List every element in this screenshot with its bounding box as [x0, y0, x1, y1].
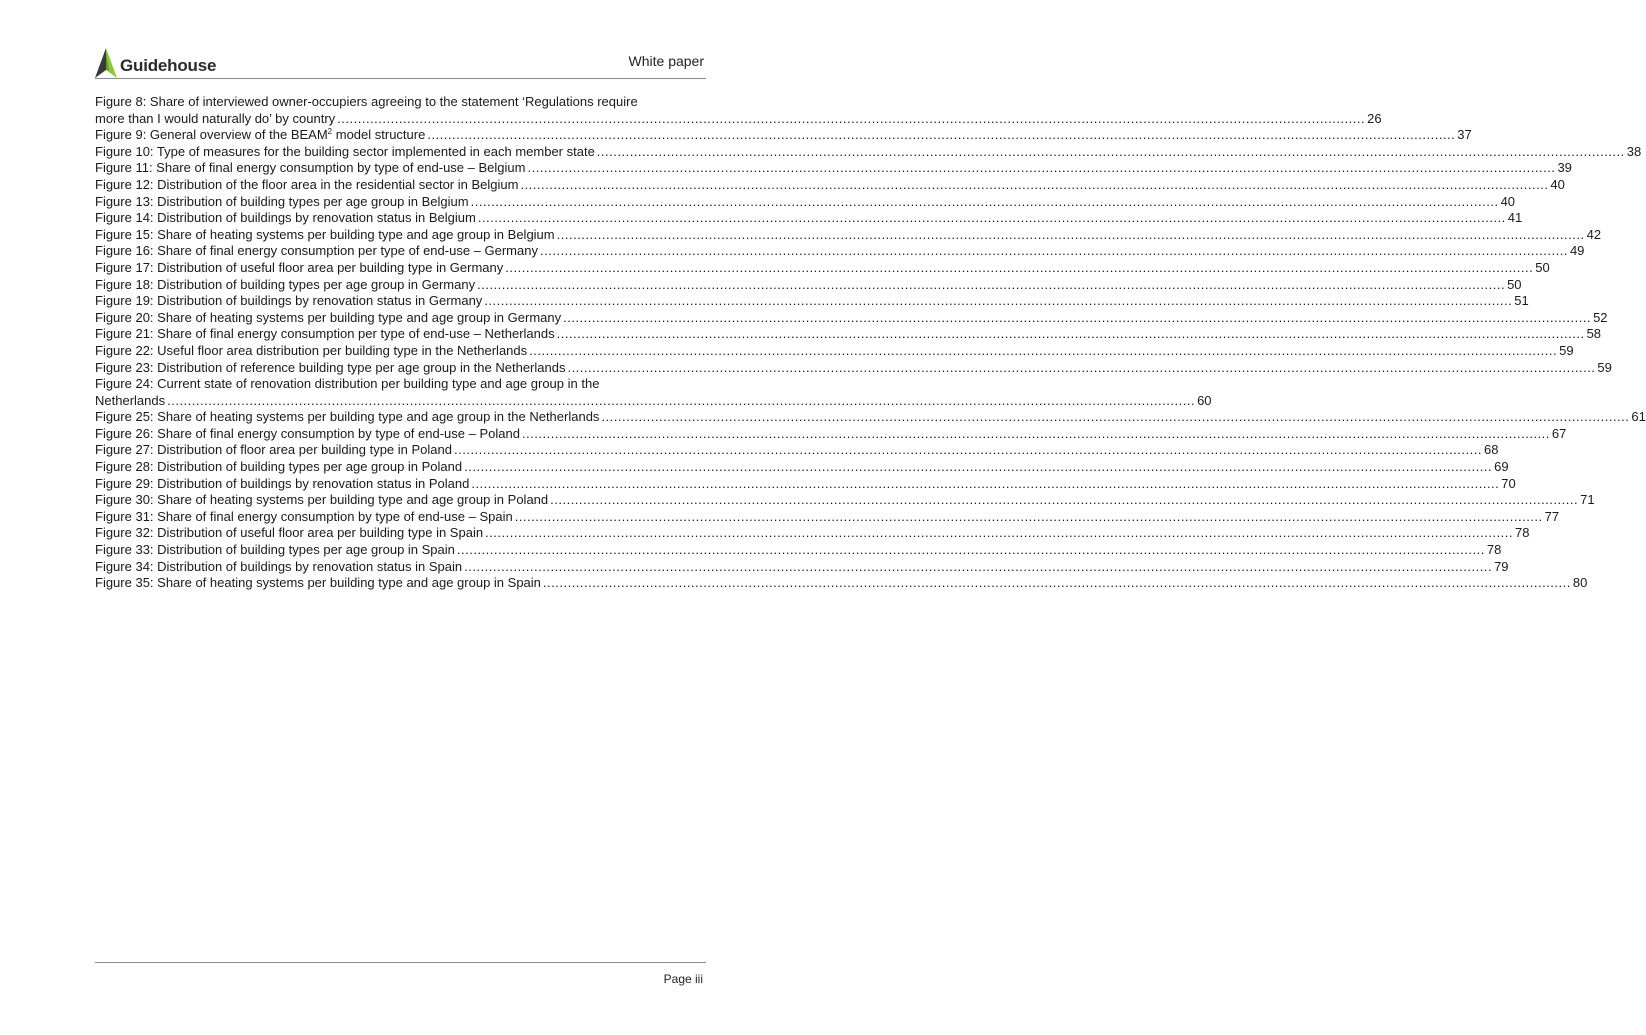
dot-leader — [527, 160, 1555, 177]
toc-entry[interactable] — [95, 226, 1602, 244]
toc-page-number: 38 — [1626, 143, 1642, 159]
toc-entry[interactable] — [95, 243, 1585, 260]
toc-entry-title: Figure 14: Distribution of buildings by renovation status in Belgium — [95, 210, 476, 226]
toc-entry[interactable] — [95, 94, 1382, 127]
toc-entry-title: more than I would naturally do’ by country — [95, 110, 336, 126]
toc-entry[interactable] — [95, 359, 1612, 377]
dot-leader — [515, 509, 1543, 526]
toc-entry-line — [95, 392, 1212, 410]
toc-entry-line — [95, 442, 1499, 459]
toc-entry-line — [95, 425, 1567, 443]
toc-entry-line — [95, 492, 1595, 509]
page-header — [95, 44, 706, 78]
header-divider — [95, 78, 706, 79]
dot-leader — [477, 277, 1505, 294]
toc-entry-line — [95, 575, 1588, 592]
toc-entry[interactable] — [95, 127, 1472, 144]
toc-entry-title-part: model structure — [332, 127, 426, 143]
dot-leader — [484, 293, 1512, 310]
toc-entry-title: Figure 27: Distribution of floor area per building type in Poland — [95, 442, 452, 458]
toc-entry[interactable] — [95, 525, 1530, 542]
toc-entry-title-first-line: Figure 24: Current state of renovation distribution per building type and age group in the — [95, 376, 600, 392]
dot-leader — [597, 144, 1625, 161]
toc-page-number: 37 — [1457, 127, 1472, 143]
toc-page-number: 60 — [1197, 392, 1212, 408]
toc-entry-title: Figure 15: Share of heating systems per building type and age group in Belgium — [95, 226, 555, 242]
toc-page-number: 40 — [1550, 176, 1565, 192]
toc-entry-title: Figure 18: Distribution of building types per age group in Germany — [95, 276, 476, 292]
toc-entry[interactable] — [95, 293, 1529, 310]
toc-entry-title-first-line: Figure 8: Share of interviewed owner-occupiers agreeing to the statement ‘Regulations require — [95, 94, 638, 109]
dot-leader — [464, 459, 1492, 476]
toc-page-number: 50 — [1507, 276, 1522, 292]
superscript: 2 — [327, 127, 333, 137]
dot-leader — [167, 393, 1195, 410]
dot-leader — [540, 243, 1568, 260]
toc-entry-line — [95, 243, 1585, 260]
toc-entry[interactable] — [95, 492, 1595, 509]
toc-entry-title: Figure 23: Distribution of reference building type per age group in the Netherlands — [95, 359, 566, 375]
toc-entry-line — [95, 160, 1572, 177]
dot-leader — [520, 177, 1548, 194]
toc-entry-title: Figure 29: Distribution of buildings by renovation status in Poland — [95, 475, 470, 491]
toc-entry-title: Figure 30: Share of heating systems per building type and age group in Poland — [95, 492, 549, 508]
toc-entry-title-part: Figure 9: General overview of the BEAM — [95, 127, 328, 143]
dot-leader — [505, 260, 1533, 277]
toc-entry-line — [95, 276, 1522, 294]
dot-leader — [543, 575, 1571, 592]
toc-entry-title: Figure 13: Distribution of building types per age group in Belgium — [95, 193, 469, 209]
dot-leader — [522, 426, 1550, 443]
toc-entry-title: Figure 33: Distribution of building types per age group in Spain — [95, 542, 455, 558]
toc-page-number: 39 — [1557, 160, 1572, 176]
dot-leader — [557, 326, 1585, 343]
toc-entry-line — [95, 193, 1516, 211]
toc-entry-line — [95, 110, 1382, 128]
toc-entry-title: Netherlands — [95, 392, 166, 408]
toc-entry[interactable] — [95, 143, 1642, 161]
dot-leader — [529, 343, 1557, 360]
toc-entry-line — [95, 259, 1550, 277]
toc-page-number: 80 — [1572, 575, 1588, 591]
dot-leader — [471, 194, 1499, 211]
toc-entry-line — [95, 342, 1574, 360]
toc-entry[interactable] — [95, 376, 1212, 409]
dot-leader — [601, 409, 1629, 426]
toc-entry[interactable] — [95, 276, 1522, 294]
document-type-label: White paper — [628, 53, 704, 69]
toc-entry[interactable] — [95, 442, 1499, 459]
toc-entry-line — [95, 210, 1523, 227]
toc-page-number: 77 — [1544, 508, 1560, 524]
toc-entry-line — [95, 176, 1565, 194]
toc-entry-title: Figure 16: Share of final energy consumption per type of end-use – Germany — [95, 243, 538, 259]
toc-entry-title: Figure 34: Distribution of buildings by renovation status in Spain — [95, 558, 463, 574]
toc-page-number: 41 — [1507, 210, 1523, 226]
table-of-figures — [95, 94, 1646, 592]
toc-entry[interactable] — [95, 326, 1602, 343]
logo-wordmark: Guidehouse — [120, 56, 217, 75]
toc-entry[interactable] — [95, 342, 1574, 360]
toc-entry-line — [95, 409, 1646, 426]
toc-entry[interactable] — [95, 409, 1646, 426]
footer-divider — [95, 962, 706, 963]
toc-entry-title: Figure 20: Share of heating systems per building type and age group in Germany — [95, 309, 562, 325]
toc-entry[interactable] — [95, 176, 1565, 194]
toc-entry-title — [95, 127, 425, 144]
toc-entry-title: Figure 12: Distribution of the floor area in the residential sector in Belgium — [95, 176, 519, 192]
dot-leader — [485, 525, 1513, 542]
toc-entry[interactable] — [95, 425, 1567, 443]
toc-entry-title: Figure 19: Distribution of buildings by renovation status in Germany — [95, 293, 483, 309]
toc-entry-line — [95, 558, 1509, 576]
toc-entry-title: Figure 11: Share of final energy consumption by type of end-use – Belgium — [95, 160, 526, 176]
dot-leader — [471, 476, 1499, 493]
toc-entry[interactable] — [95, 508, 1560, 526]
toc-entry[interactable] — [95, 542, 1502, 559]
toc-entry[interactable] — [95, 160, 1572, 177]
toc-entry-line — [95, 293, 1529, 310]
toc-entry-line — [95, 143, 1642, 161]
dot-leader — [550, 492, 1578, 509]
toc-entry-title: Figure 17: Distribution of useful floor area per building type in Germany — [95, 259, 504, 275]
toc-entry-title: Figure 10: Type of measures for the building sector implemented in each member state — [95, 143, 595, 159]
toc-page-number: 51 — [1514, 293, 1529, 309]
toc-page-number: 69 — [1494, 459, 1509, 475]
toc-entry[interactable] — [95, 309, 1608, 327]
toc-page-number: 59 — [1597, 359, 1612, 375]
toc-entry-line — [95, 359, 1612, 377]
toc-page-number: 71 — [1580, 492, 1595, 508]
toc-page-number: 52 — [1593, 309, 1608, 325]
toc-entry-line — [95, 326, 1602, 343]
page-number: Page iii — [663, 972, 703, 986]
dot-leader — [478, 210, 1506, 227]
toc-entry-title: Figure 22: Useful floor area distribution per building type in the Netherlands — [95, 342, 528, 358]
toc-page-number: 58 — [1586, 326, 1602, 342]
toc-page-number: 59 — [1559, 342, 1574, 358]
toc-entry-line — [95, 226, 1602, 244]
dot-leader — [427, 127, 1455, 144]
toc-entry[interactable] — [95, 210, 1523, 227]
guidehouse-logo-icon — [95, 48, 117, 78]
toc-entry-line — [95, 525, 1530, 542]
toc-entry-line — [95, 475, 1516, 493]
toc-entry-title: Figure 35: Share of heating systems per building type and age group in Spain — [95, 575, 541, 591]
toc-page-number: 42 — [1586, 226, 1602, 242]
toc-entry[interactable] — [95, 259, 1550, 277]
toc-page-number: 26 — [1367, 110, 1382, 126]
toc-entry-line — [95, 508, 1560, 526]
toc-entry-title: Figure 32: Distribution of useful floor area per building type in Spain — [95, 525, 484, 541]
toc-page-number: 40 — [1500, 193, 1516, 209]
guidehouse-logo — [95, 48, 216, 78]
toc-entry[interactable] — [95, 475, 1516, 493]
toc-page-number: 67 — [1551, 425, 1567, 441]
toc-page-number: 70 — [1501, 475, 1516, 491]
toc-entry[interactable] — [95, 558, 1509, 576]
toc-entry-title: Figure 25: Share of heating systems per building type and age group in the Netherlands — [95, 409, 600, 425]
toc-page-number: 78 — [1515, 525, 1530, 541]
dot-leader — [457, 542, 1485, 559]
toc-entry-line — [95, 459, 1509, 476]
toc-entry[interactable] — [95, 193, 1516, 211]
toc-page-number: 79 — [1494, 558, 1509, 574]
toc-entry-line — [95, 542, 1502, 559]
toc-page-number: 50 — [1535, 259, 1550, 275]
dot-leader — [567, 360, 1595, 377]
toc-entry-title: Figure 31: Share of final energy consumption by type of end-use – Spain — [95, 508, 513, 524]
dot-leader — [454, 442, 1482, 459]
toc-entry[interactable] — [95, 459, 1509, 476]
dot-leader — [563, 310, 1591, 327]
toc-entry-line — [95, 309, 1608, 327]
toc-entry-title: Figure 26: Share of final energy consumption by type of end-use – Poland — [95, 425, 520, 441]
toc-entry-title: Figure 28: Distribution of building types per age group in Poland — [95, 459, 463, 475]
toc-page-number: 78 — [1486, 542, 1502, 558]
toc-page-number: 68 — [1483, 442, 1499, 458]
toc-entry[interactable] — [95, 575, 1588, 592]
toc-page-number: 49 — [1569, 243, 1585, 259]
dot-leader — [464, 559, 1492, 576]
dot-leader — [557, 227, 1585, 244]
toc-entry-title: Figure 21: Share of final energy consumption per type of end-use – Netherlands — [95, 326, 555, 342]
dot-leader — [337, 111, 1365, 128]
toc-entry-line — [95, 127, 1472, 144]
toc-page-number: 61 — [1631, 409, 1646, 425]
